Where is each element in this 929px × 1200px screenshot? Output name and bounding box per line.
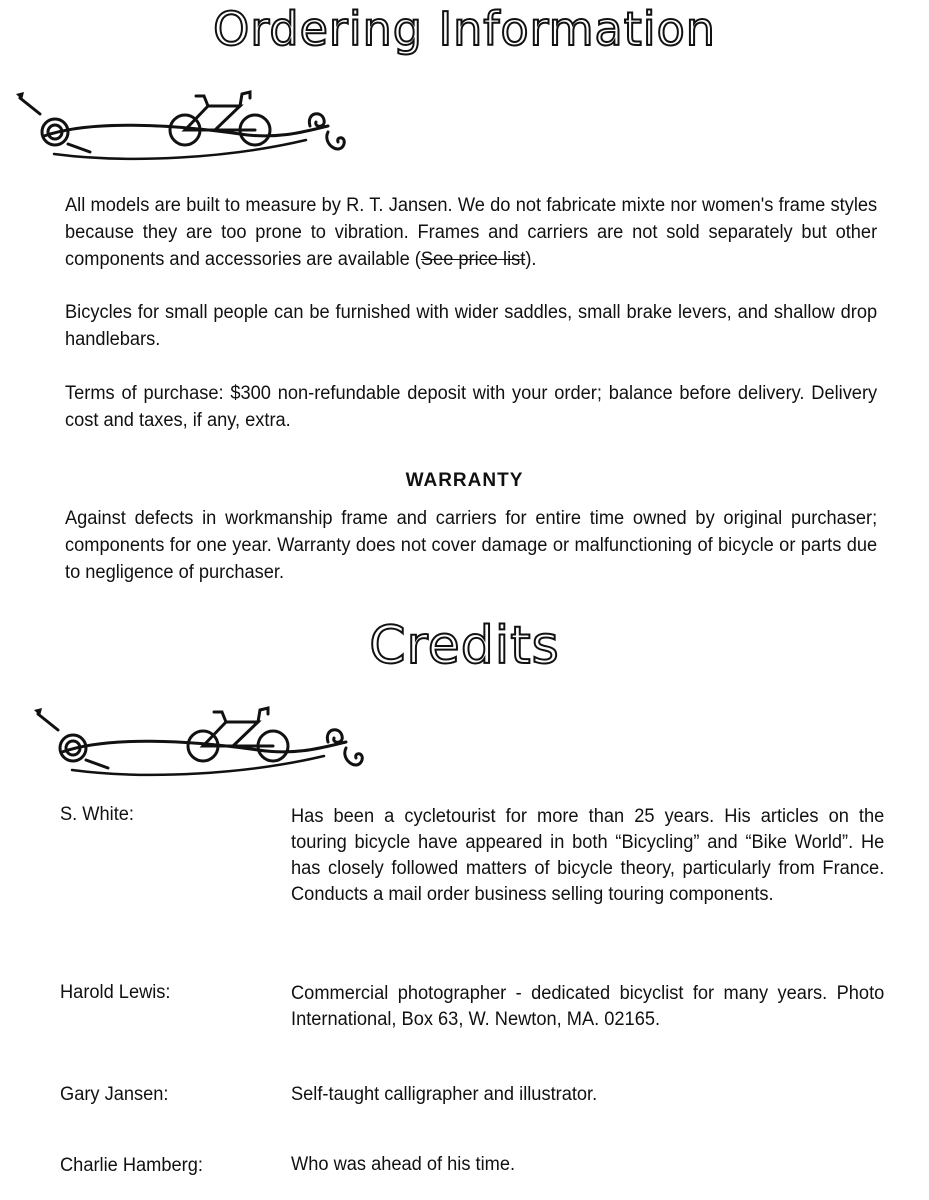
credit-description: Who was ahead of his time.: [291, 1154, 516, 1175]
ordering-paragraph-2: Bicycles for small people can be furnished with wider saddles, small brake levers, and shallow drop handlebars.: [65, 302, 878, 350]
credit-name: S. White:: [60, 804, 134, 825]
credit-description: Has been a cycletourist for more than 25 years. His articles on the touring bicycle have appeared in both “Bicycling” and “Bike World”. He has closely followed matters of bicycle theory, particularly from France. Conducts a mail order business selling touring components.: [291, 806, 885, 905]
warranty-heading: WARRANTY: [405, 470, 524, 491]
ordering-paragraph-3: Terms of purchase: $300 non-refundable deposit with your order; balance before delivery. Delivery cost and taxes, if any, extra.: [65, 383, 878, 431]
price-list-struck: See price list: [420, 249, 526, 270]
ordering-paragraph-1-end: ).: [525, 249, 537, 270]
bicycle-flourish-icon: [28, 700, 368, 784]
credit-description: Commercial photographer - dedicated bicyclist for many years. Photo International, Box 63, W. Newton, MA. 02165.: [291, 983, 885, 1030]
ordering-paragraph-1: All models are built to measure by R. T. Jansen. We do not fabricate mixte nor women's frame styles because they are too prone to vibration. Frames and carriers are not sold separately but other components and accessories are available (: [65, 195, 878, 270]
credit-description: Self-taught calligrapher and illustrator.: [291, 1084, 598, 1105]
credit-name: Gary Jansen:: [60, 1084, 169, 1105]
ordering-information-title: Ordering Information: [213, 2, 716, 56]
credit-name: Charlie Hamberg:: [60, 1155, 203, 1176]
credit-name: Harold Lewis:: [60, 982, 171, 1003]
warranty-text: Against defects in workmanship frame and carriers for entire time owned by original purchaser; components for one year. Warranty does not cover damage or malfunctioning of bicycle or parts due to negligence of purchaser.: [65, 508, 878, 583]
credits-title: Credits: [369, 616, 560, 676]
bicycle-flourish-icon: [10, 84, 350, 168]
